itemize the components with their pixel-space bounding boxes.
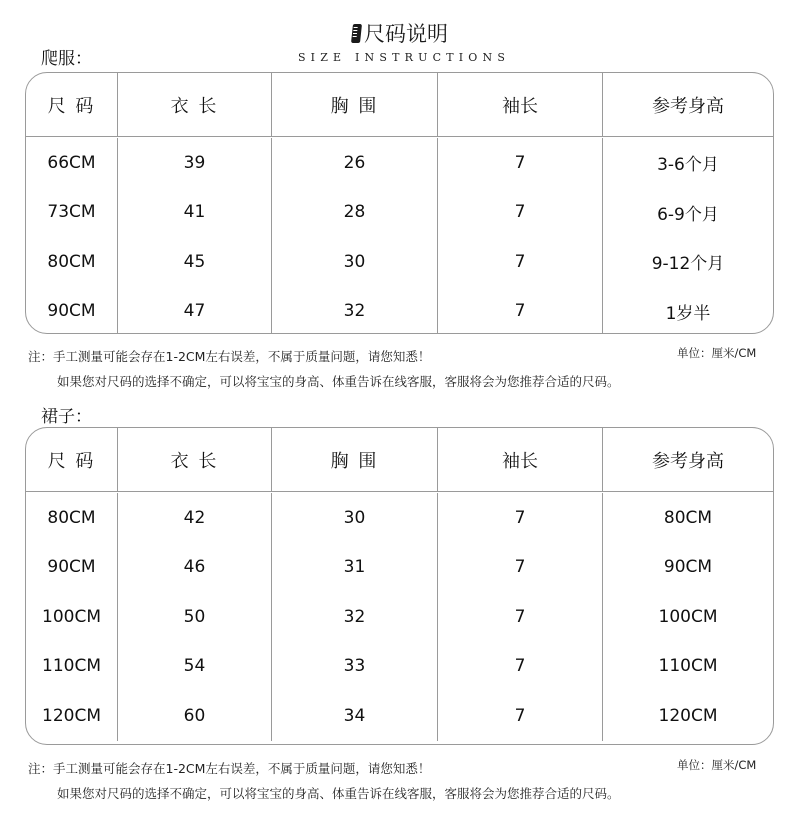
column-header-length: 衣 长 bbox=[118, 73, 272, 136]
page-title-text: 尺码说明 bbox=[364, 22, 448, 46]
cell-sleeve: 7 bbox=[438, 188, 603, 238]
table-row bbox=[26, 188, 773, 238]
cell-chest: 34 bbox=[272, 691, 438, 741]
size-table-romper bbox=[25, 72, 774, 334]
table-row bbox=[26, 691, 773, 741]
advice-note: 如果您对尺码的选择不确定，可以将宝宝的身高、体重告诉在线客服，客服将会为您推荐合适的尺码。 bbox=[57, 374, 620, 389]
page-header bbox=[0, 20, 800, 47]
cell-size: 80CM bbox=[26, 237, 118, 287]
column-header-size: 尺 码 bbox=[26, 428, 118, 491]
cell-size: 120CM bbox=[26, 691, 118, 741]
measurement-note: 注：手工测量可能会存在1-2CM左右误差，不属于质量问题，请您知悉！ bbox=[28, 761, 431, 776]
cell-chest: 30 bbox=[272, 493, 438, 543]
column-header-length: 衣 长 bbox=[118, 428, 272, 491]
cell-length: 60 bbox=[118, 691, 272, 741]
cell-chest: 31 bbox=[272, 543, 438, 593]
cell-sleeve: 7 bbox=[438, 493, 603, 543]
cell-height: 3-6个月 bbox=[657, 155, 719, 176]
cell-size: 73CM bbox=[26, 188, 118, 238]
table-header-row bbox=[26, 428, 773, 492]
table-row bbox=[26, 138, 773, 188]
cell-length: 50 bbox=[118, 592, 272, 642]
cell-height: 90CM bbox=[663, 557, 713, 578]
measurement-note: 注：手工测量可能会存在1-2CM左右误差，不属于质量问题，请您知悉！ bbox=[28, 349, 431, 364]
table-row bbox=[26, 493, 773, 543]
cell-height: 100CM bbox=[658, 606, 718, 627]
cell-height: 9-12个月 bbox=[651, 254, 725, 275]
page-title bbox=[352, 20, 448, 46]
cell-chest: 32 bbox=[272, 287, 438, 335]
cell-chest: 28 bbox=[272, 188, 438, 238]
cell-height: 1岁半 bbox=[665, 303, 711, 324]
column-header-size: 尺 码 bbox=[26, 73, 118, 136]
unit-label: 单位：厘米/CM bbox=[677, 346, 757, 360]
section-label-dress: 裙子： bbox=[41, 407, 92, 427]
table-row bbox=[26, 237, 773, 287]
page-subtitle: SIZE INSTRUCTIONS bbox=[297, 51, 511, 64]
table-header-row bbox=[26, 73, 773, 137]
cell-sleeve: 7 bbox=[438, 642, 603, 692]
cell-chest: 30 bbox=[272, 237, 438, 287]
cell-sleeve: 7 bbox=[438, 287, 603, 335]
column-header-chest: 胸 围 bbox=[272, 73, 438, 136]
cell-length: 41 bbox=[118, 188, 272, 238]
column-header-height: 参考身高 bbox=[652, 450, 724, 472]
cell-length: 39 bbox=[118, 138, 272, 188]
cell-length: 47 bbox=[118, 287, 272, 335]
cell-chest: 33 bbox=[272, 642, 438, 692]
column-header-sleeve: 袖长 bbox=[438, 73, 603, 136]
cell-length: 46 bbox=[118, 543, 272, 593]
unit-label: 单位：厘米/CM bbox=[677, 758, 757, 772]
cell-size: 80CM bbox=[26, 493, 118, 543]
cell-sleeve: 7 bbox=[438, 543, 603, 593]
table-row bbox=[26, 592, 773, 642]
cell-chest: 26 bbox=[272, 138, 438, 188]
cell-length: 54 bbox=[118, 642, 272, 692]
cell-sleeve: 7 bbox=[438, 691, 603, 741]
cell-height: 110CM bbox=[658, 656, 718, 677]
cell-sleeve: 7 bbox=[438, 138, 603, 188]
cell-size: 66CM bbox=[26, 138, 118, 188]
cell-height: 80CM bbox=[663, 507, 713, 528]
cell-size: 90CM bbox=[26, 543, 118, 593]
cell-length: 42 bbox=[118, 493, 272, 543]
column-header-sleeve: 袖长 bbox=[438, 428, 603, 491]
cell-height: 6-9个月 bbox=[657, 204, 719, 225]
section-label-romper: 爬服： bbox=[41, 49, 92, 69]
cell-chest: 32 bbox=[272, 592, 438, 642]
cell-size: 90CM bbox=[26, 287, 118, 335]
ruler-book-icon bbox=[351, 24, 362, 43]
cell-height: 120CM bbox=[658, 705, 718, 726]
column-header-height: 参考身高 bbox=[652, 95, 724, 117]
table-row bbox=[26, 642, 773, 692]
cell-sleeve: 7 bbox=[438, 592, 603, 642]
cell-sleeve: 7 bbox=[438, 237, 603, 287]
advice-note: 如果您对尺码的选择不确定，可以将宝宝的身高、体重告诉在线客服，客服将会为您推荐合适的尺码。 bbox=[57, 786, 620, 801]
cell-size: 100CM bbox=[26, 592, 118, 642]
table-row bbox=[26, 287, 773, 335]
table-row bbox=[26, 543, 773, 593]
cell-size: 110CM bbox=[26, 642, 118, 692]
cell-length: 45 bbox=[118, 237, 272, 287]
size-table-dress bbox=[25, 427, 774, 745]
column-header-chest: 胸 围 bbox=[272, 428, 438, 491]
